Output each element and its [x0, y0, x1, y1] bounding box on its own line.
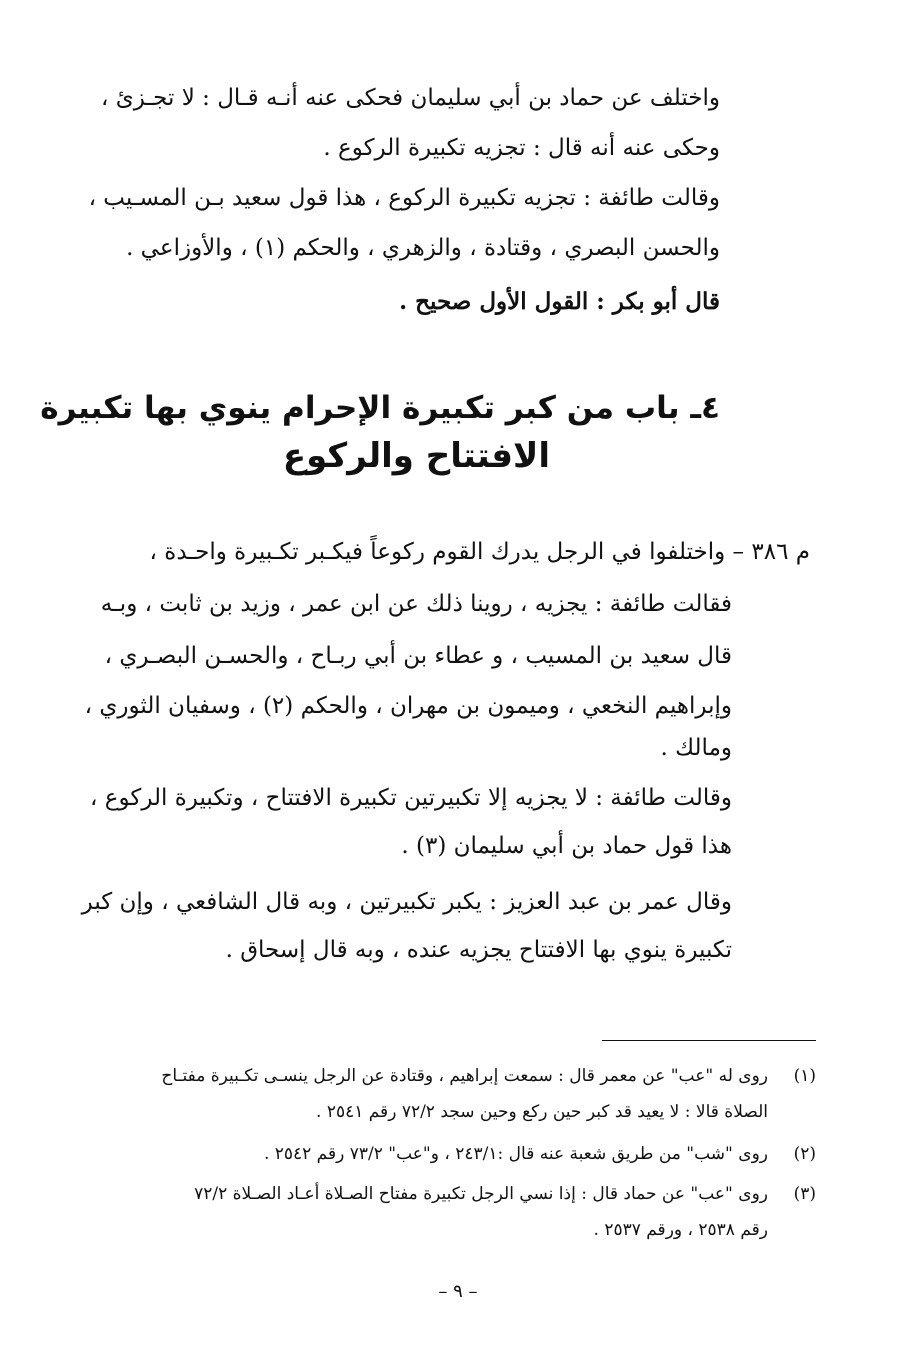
top-line-1: واختلف عن حماد بن أبي سليمان فحكى عنه أنـه قـال : لا تجـزئ ، [100, 85, 720, 111]
top-line-3: وقالت طائفة : تجزيه تكبيرة الركوع ، هذا قول سعيد بـن المسـيب ، [88, 185, 720, 211]
abu-bakr-opinion: قال أبو بكر : القول الأول صحيح . [399, 288, 720, 315]
section-line-8: وقال عمر بن عبد العزيز : يكبر تكبيرتين ، وبه قال الشافعي ، وإن كبر [81, 889, 732, 915]
chapter-heading-line-2: الافتتاح والركوع [282, 436, 550, 476]
chapter-heading-line-1: ٤ـ باب من كبر تكبيرة الإحرام ينوي بها تكبيرة [40, 390, 720, 426]
section-line-6: وقالت طائفة : لا يجزيه إلا تكبيرتين تكبيرة الافتتاح ، وتكبيرة الركوع ، [90, 785, 732, 811]
footnote-3-line-1: روى "عب" عن حماد قال : إذا نسي الرجل تكبيرة مفتاح الصـلاة أعـاد الصـلاة ٧٢/٢ [194, 1184, 768, 1204]
section-line-3: قال سعيد بن المسيب ، و عطاء بن أبي ربـاح ، والحسـن البصـري ، [104, 643, 732, 669]
footnote-separator [602, 1040, 816, 1041]
footnote-3-line-2: رقم ٢٥٣٨ ، ورقم ٢٥٣٧ . [593, 1220, 768, 1240]
top-line-2: وحكى عنه أنه قال : تجزيه تكبيرة الركوع . [323, 135, 720, 161]
top-line-4: والحسن البصري ، وقتادة ، والزهري ، والحكم (١) ، والأوزاعي . [126, 235, 720, 261]
footnote-1-number: (١) [793, 1066, 816, 1086]
page-number: – ٩ – [438, 1281, 478, 1302]
section-line-5: ومالك . [660, 735, 732, 761]
section-line-4: وإبراهيم النخعي ، وميمون بن مهران ، والحكم (٢) ، وسفيان الثوري ، [84, 693, 732, 719]
footnote-2-line-1: روى "شب" من طريق شعبة عنه قال :٢٤٣/١ ، و"عب" ٧٣/٢ رقم ٢٥٤٢ . [263, 1144, 768, 1164]
footnote-3-number: (٣) [793, 1184, 816, 1204]
section-line-7: هذا قول حماد بن أبي سليمان (٣) . [401, 833, 732, 859]
section-line-9: تكبيرة ينوي بها الافتتاح يجزيه عنده ، وبه قال إسحاق . [225, 937, 732, 963]
footnote-1-line-2: الصلاة قالا : لا يعيد قد كبر حين ركع وحين سجد ٧٢/٢ رقم ٢٥٤١ . [316, 1102, 768, 1122]
footnote-1-line-1: روى له "عب" عن معمر قال : سمعت إبراهيم ، وقتادة عن الرجل ينسـى تكـبيرة مفتـاح [161, 1066, 768, 1086]
section-line-1: م ٣٨٦ – واختلفوا في الرجل يدرك القوم ركوعاً فيكـبر تكـبيرة واحـدة ، [149, 539, 810, 565]
footnote-2-number: (٢) [793, 1144, 816, 1164]
section-line-2: فقالت طائفة : يجزيه ، روينا ذلك عن ابن عمر ، وزيد بن ثابت ، وبـه [100, 591, 732, 617]
